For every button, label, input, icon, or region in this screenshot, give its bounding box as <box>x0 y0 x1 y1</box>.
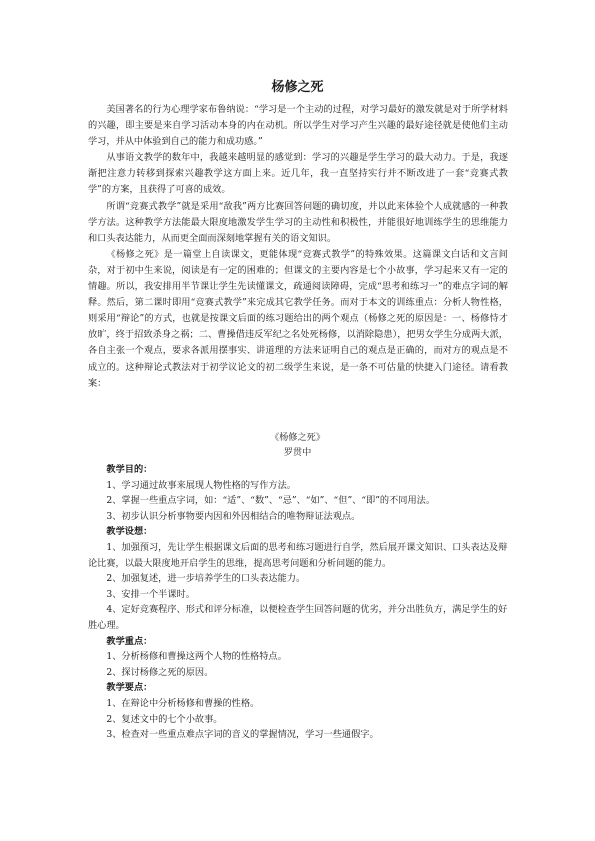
section-heading: 教学目的： <box>106 464 153 475</box>
paragraph: 从事语文教学的数年中，我越来越明显的感觉到：学习的兴趣是学生学习的最大动力。于是，我逐渐把注意力转移到探索兴趣教学这方面上来。近几年，我一直坚持实行并不断改进了一套“竞赛式教学”的方案，且获得了可喜的成效。 <box>88 152 508 196</box>
intro-body <box>88 102 508 392</box>
list-item: 3、安排一个半课时。 <box>106 588 195 600</box>
section-heading: 教学重点： <box>106 635 153 647</box>
list-item: 3、检查对一些重点难点字词的音义的掌握情况，学习一些通假字。 <box>106 729 379 741</box>
section-heading: 教学设想： <box>106 526 153 538</box>
lesson-author: 罗贯中 <box>283 447 312 458</box>
paragraph: 所谓“竞赛式教学”就是采用“敌我”两方比赛回答问题的确切度，并以此来体验个人成就感的一种教学方法。这种教学方法能最大限度地激发学生学习的主动性和积极性，并能很好地训练学生的思维能力和口头表达能力，从而更全面而深刻地掌握有关的语文知识。 <box>88 200 508 244</box>
list-item: 1、加强预习，先让学生根据课文后面的思考和练习题进行自学，然后展开课文知识、口头表达及辩论比赛，以最大限度地开启学生的思维，提高思考问题和分析问题的能力。 <box>88 541 508 569</box>
page-title: 杨修之死 <box>271 80 324 95</box>
paragraph: 《杨修之死》是一篇堂上自读课文，更能体现“竞赛式教学”的特殊效果。这篇课文白话和文言间杂，对于初中生来说，阅读是有一定的困难的；但课文的主要内容是七个小故事，学习起来又有一定的情趣。所以，我安排用半节课让学生先读懂课文，疏通阅读障碍，完成“思考和练习一”的难点字词的解释。然后，第二课时即用“竞赛式教学”来完成其它教学任务。而对于本文的训练重点：分析人物性格，则采用“辩论”的方式，也就是按课文后面的练习题给出的两个观点（杨修之死的原因是：一、杨修恃才放旷，终于招致杀身之祸；二、曹操借违反军纪之名处死杨修，以消除隐患），把男女学生分成两大派，各自主张一个观点，要求各派用摆事实、讲道理的方法来证明自己的观点是正确的，而对方的观点是不成立的。这种辩论式教法对于初学议论文的初二级学生来说，是一条不可估量的快捷入门途径。请看教案： <box>88 248 508 389</box>
lesson-plan <box>88 462 508 743</box>
lesson-title: 《杨修之死》 <box>269 432 326 443</box>
paragraph: 美国著名的行为心理学家布鲁纳说：“学习是一个主动的过程，对学习最好的激发就是对于所学材料的兴趣，即主要是来自学习活动本身的内在动机。所以学生对学习产生兴趣的最好途径就是使他们主动学习，并从中体验到自己的能力和成功感。” <box>88 104 508 148</box>
list-item: 3、初步认识分析事物要内因和外因相结合的唯物辩证法观点。 <box>106 510 361 522</box>
list-item: 1、在辩论中分析杨修和曹操的性格。 <box>106 697 260 709</box>
list-item: 2、掌握一些重点字词，如：“适”、“数”、“忌”、“如”、“但”、“即”的不同用法。 <box>106 495 436 507</box>
list-item: 2、探讨杨修之死的原因。 <box>106 666 214 678</box>
section-heading: 教学要点： <box>106 682 153 694</box>
list-item: 1、分析杨修和曹操这两个人物的性格特点。 <box>106 651 287 663</box>
list-item: 1、学习通过故事来展现人物性格的写作方法。 <box>106 479 296 491</box>
list-item: 2、加强复述，进一步培养学生的口头表达能力。 <box>106 573 306 585</box>
list-item: 4、定好竞赛程序、形式和评分标准，以便检查学生回答问题的优劣，并分出胜负方，满足学生的好胜心理。 <box>88 604 508 631</box>
list-item: 2、复述文中的七个小故事。 <box>106 713 223 725</box>
